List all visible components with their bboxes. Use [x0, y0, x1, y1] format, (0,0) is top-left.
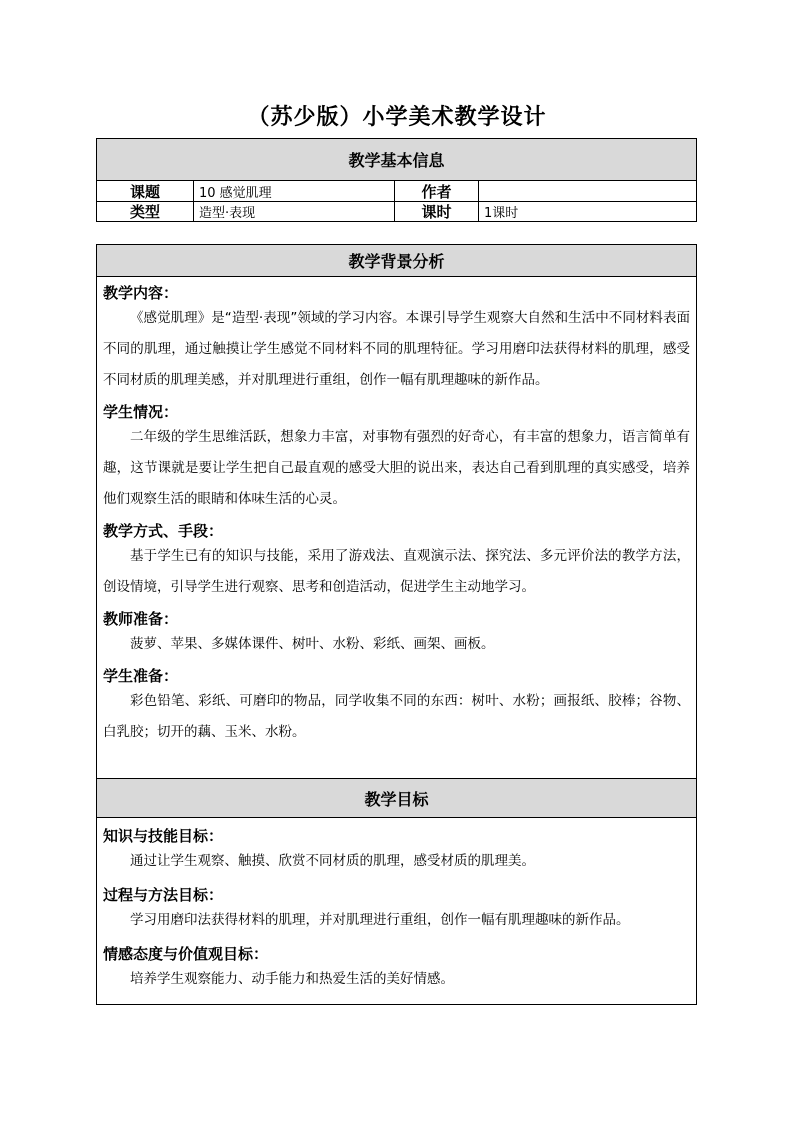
- topic-value: 10 感觉肌理: [193, 181, 394, 201]
- background-analysis-header: 教学背景分析: [97, 245, 696, 277]
- teaching-goals-header: 教学目标: [97, 778, 696, 818]
- lesson-hours-value: 1课时: [478, 202, 696, 221]
- section-heading: 教学内容：: [103, 284, 179, 302]
- section-text: 菠萝、苹果、多媒体课件、树叶、水粉、彩纸、画架、画板。: [130, 636, 495, 652]
- section-text: 二年级的学生思维活跃，想象力丰富，对事物有强烈的好奇心，有丰富的想象力，语言简单有趣，这节课就是要让学生把自己最直观的感受大胆的说出来，表达自己看到肌理的真实感受，培养他们观察生活的眼睛和体味生活的心灵。: [103, 429, 690, 507]
- lesson-hours-label: 课时: [394, 202, 478, 221]
- type-value: 造型·表现: [193, 202, 394, 221]
- goal-text: 培养学生观察能力、动手能力和热爱生活的美好情感。: [130, 971, 454, 987]
- author-label: 作者: [394, 181, 478, 201]
- basic-info-header: 教学基本信息: [97, 139, 696, 181]
- goal-text: 学习用磨印法获得材料的肌理，并对肌理进行重组，创作一幅有肌理趣味的新作品。: [130, 912, 630, 928]
- goal-heading: 过程与方法目标：: [103, 886, 224, 904]
- type-label: 类型: [129, 203, 160, 221]
- author-value: [478, 181, 696, 201]
- background-analysis-body: [97, 283, 696, 778]
- document-title: （苏少版）小学美术教学设计: [247, 105, 547, 130]
- info-row-topic: [97, 181, 696, 201]
- section-heading: 学生情况：: [103, 403, 179, 421]
- info-row-type: [97, 201, 696, 221]
- section-text: 基于学生已有的知识与技能，采用了游戏法、直观演示法、探究法、多元评价法的教学方法，创设情境，引导学生进行观察、思考和创造活动，促进学生主动地学习。: [103, 548, 690, 595]
- section-text: 彩色铅笔、彩纸、可磨印的物品，同学收集不同的东西：树叶、水粉；画报纸、胶棒；谷物、白乳胶；切开的藕、玉米、水粉。: [103, 693, 690, 740]
- goal-heading: 情感态度与价值观目标：: [103, 945, 269, 963]
- topic-label: 课题: [129, 182, 160, 201]
- goal-text: 通过让学生观察、触摸、欣赏不同材质的肌理，感受材质的肌理美。: [130, 853, 535, 869]
- basic-info-table: [96, 138, 697, 222]
- section-heading: 教学方式、手段：: [103, 522, 224, 540]
- section-heading: 教师准备：: [103, 610, 179, 628]
- teaching-plan-table: [96, 244, 697, 1005]
- section-heading: 学生准备：: [103, 667, 179, 685]
- section-text: 《感觉肌理》是“造型·表现”领域的学习内容。本课引导学生观察大自然和生活中不同材料表面不同的肌理，通过触摸让学生感觉不同材料不同的肌理特征。学习用磨印法获得材料的肌理，感受不同材质的肌理美感，并对肌理进行重组，创作一幅有肌理趣味的新作品。: [103, 310, 690, 388]
- goal-heading: 知识与技能目标：: [103, 827, 224, 845]
- teaching-goals-body: [97, 826, 696, 1019]
